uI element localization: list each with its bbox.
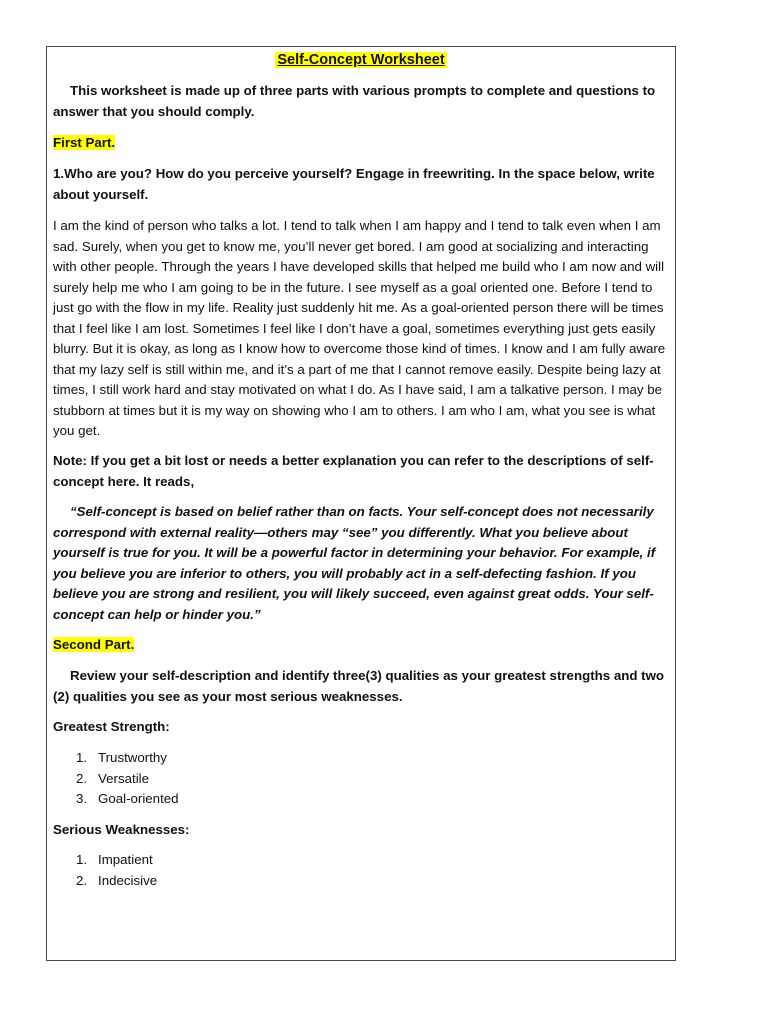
- weaknesses-label: Serious Weaknesses:: [53, 822, 190, 837]
- strengths-list: [53, 748, 179, 810]
- intro-paragraph: This worksheet is made up of three parts with various prompts to complete and questions to answer that you should comply.: [53, 83, 656, 119]
- first-part-prompt: 1.Who are you? How do you perceive yourself? Engage in freewriting. In the space below, write about yourself.: [53, 166, 655, 202]
- self-concept-quote: “Self-concept is based on belief rather than on facts. Your self-concept does not necessarily correspond with external reality—others may “see” you differently. What you believe about yourself is true for you. It will be a powerful factor in determining your behavior. For example, if you believe you are inferior to others, you will probably act in a self-defecting fashion. If you believe you are strong and resilient, you will likely succeed, even against great odds. Your self-concept can help or hinder you.”: [53, 504, 656, 622]
- strengths-label: Greatest Strength:: [53, 719, 170, 734]
- worksheet-page: [46, 46, 676, 961]
- first-part-heading: First Part.: [53, 135, 116, 150]
- list-item: 2. Versatile: [76, 770, 149, 786]
- list-item: 1. Trustworthy: [76, 750, 167, 765]
- list-item: 3. Goal-oriented: [76, 791, 179, 806]
- list-item: 1. Impatient: [76, 852, 153, 867]
- second-part-prompt: Review your self-description and identify three(3) qualities as your greatest strengths and two (2) qualities you see as your most serious weaknesses.: [53, 668, 665, 704]
- weaknesses-list: [53, 850, 157, 891]
- list-item: 2. Indecisive: [76, 872, 158, 888]
- self-description-answer: I am the kind of person who talks a lot. I tend to talk when I am happy and I tend to talk even when I am sad. Surely, when you get to know me, you’ll never get bored. I am good at socializing and interacting with other people. Through the years I have developed skills that helped me build who I am now and will surely help me who I am going to be in the future. I see myself as a goal oriented one. Before I tend to just go with the flow in my life. Reality just suddenly hit me. As a goal-oriented person there will be times that I feel like I am lost. Sometimes I feel like I don’t have a goal, sometimes everything just gets easily blurry. But it is okay, as long as I know how to overcome those kind of times. I know and I am fully aware that my lazy self is still within me, and it’s a part of me that I cannot remove easily. Despite being lazy at times, I still work hard and stay motivated on what I do. As I have said, I am a talkative person. I may be stubborn at times but it is my way on showing who I am to others. I am who I am, what you see is what you get.: [53, 218, 666, 438]
- second-part-heading: Second Part.: [53, 637, 135, 652]
- worksheet-title: Self-Concept Worksheet: [277, 52, 445, 68]
- note-paragraph: Note: If you get a bit lost or needs a better explanation you can refer to the descriptions of self-concept here. It reads,: [53, 453, 654, 489]
